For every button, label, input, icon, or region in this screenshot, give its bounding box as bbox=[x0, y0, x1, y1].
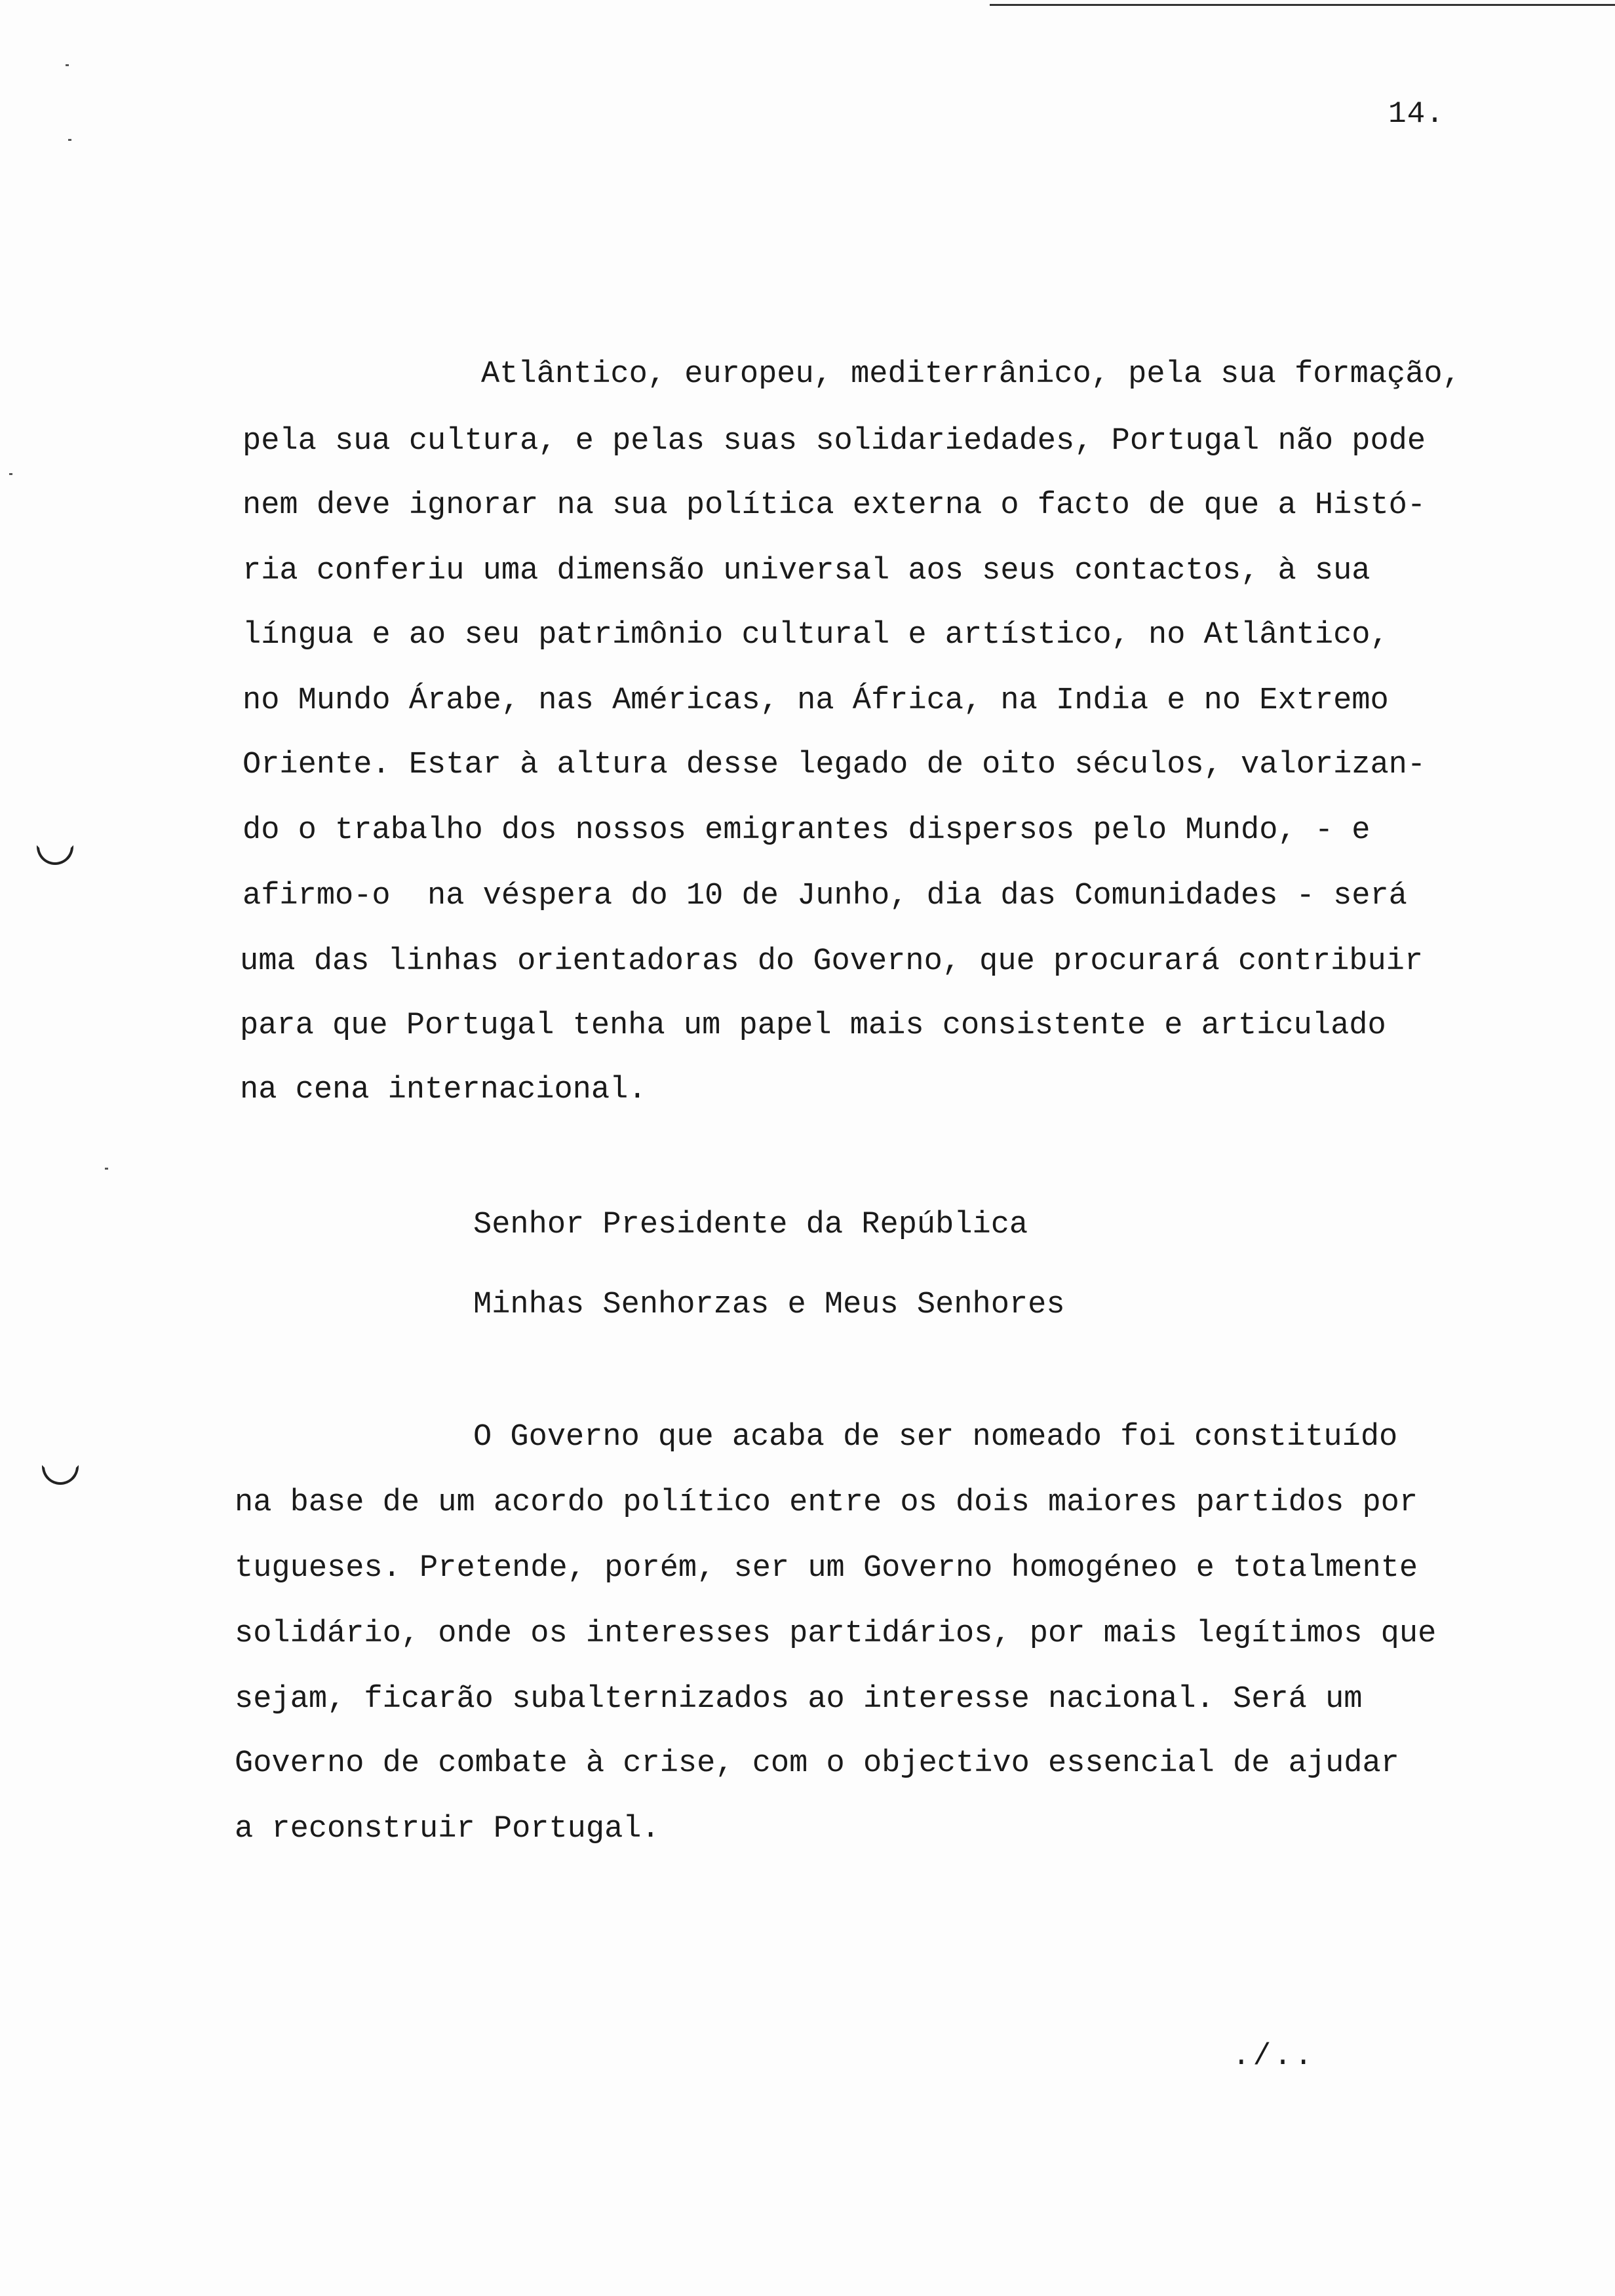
paragraph1-line: ria conferiu uma dimensão universal aos seus contactos, à sua bbox=[243, 554, 1371, 588]
salutation-line: Minhas Senhorzas e Meus Senhores bbox=[473, 1288, 1065, 1322]
scan-speck bbox=[105, 1168, 108, 1170]
paragraph1-line: uma das linhas orientadoras do Governo, que procurará contribuir bbox=[240, 944, 1424, 979]
paragraph1-line: pela sua cultura, e pelas suas solidariedades, Portugal não pode bbox=[243, 424, 1426, 459]
scan-speck bbox=[9, 473, 12, 475]
paragraph1-line: nem deve ignorar na sua política externa o facto de que a Histó- bbox=[243, 488, 1426, 523]
paragraph2-line: na base de um acordo político entre os dois maiores partidos por bbox=[235, 1485, 1418, 1520]
paragraph2-line: solidário, onde os interesses partidários, por mais legítimos que bbox=[235, 1617, 1437, 1651]
salutation-line: Senhor Presidente da República bbox=[473, 1208, 1028, 1242]
punch-hole-mark bbox=[42, 1465, 79, 1485]
paragraph2-line: Governo de combate à crise, com o objectivo essencial de ajudar bbox=[235, 1746, 1399, 1781]
paragraph2-line: tugueses. Pretende, porém, ser um Governo homogéneo e totalmente bbox=[235, 1551, 1418, 1586]
top-edge-rule bbox=[990, 4, 1615, 6]
paragraph1-line: Atlântico, europeu, mediterrânico, pela sua formação, bbox=[481, 357, 1461, 392]
page-number: 14. bbox=[1388, 97, 1445, 131]
punch-hole-mark bbox=[37, 845, 73, 865]
paragraph1-line: na cena internacional. bbox=[240, 1073, 647, 1107]
paragraph2-line: sejam, ficarão subalternizados ao interesse nacional. Será um bbox=[235, 1682, 1363, 1717]
scan-speck bbox=[68, 139, 71, 141]
paragraph1-line: para que Portugal tenha um papel mais consistente e articulado bbox=[240, 1008, 1386, 1043]
paragraph2-line: a reconstruir Portugal. bbox=[235, 1812, 660, 1846]
paragraph1-line: afirmo-o na véspera do 10 de Junho, dia das Comunidades - será bbox=[243, 879, 1407, 913]
scan-speck bbox=[66, 64, 69, 66]
paragraph1-line: do o trabalho dos nossos emigrantes dispersos pelo Mundo, - e bbox=[243, 813, 1371, 848]
paragraph1-line: Oriente. Estar à altura desse legado de oito séculos, valorizan- bbox=[243, 748, 1426, 782]
paragraph2-line: O Governo que acaba de ser nomeado foi constituído bbox=[473, 1420, 1398, 1455]
paragraph1-line: língua e ao seu patrimônio cultural e artístico, no Atlântico, bbox=[243, 618, 1389, 653]
continuation-mark: ./.. bbox=[1232, 2039, 1315, 2073]
paragraph1-line: no Mundo Árabe, nas Américas, na África, na India e no Extremo bbox=[243, 683, 1389, 718]
